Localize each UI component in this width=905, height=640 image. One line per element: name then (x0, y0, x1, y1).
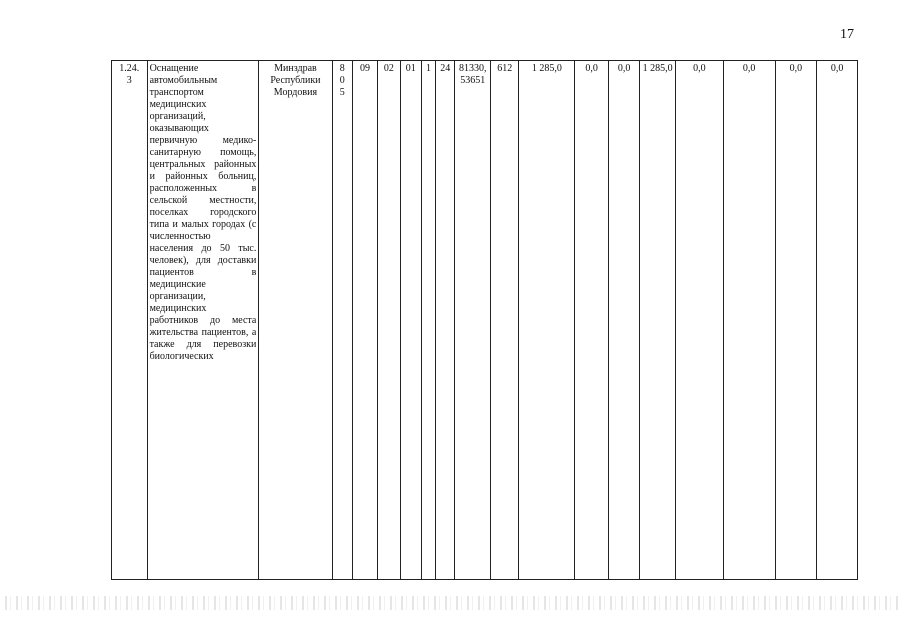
direction-code: 81330, 53651 (455, 61, 491, 580)
table-row (112, 61, 858, 580)
expense-type-code: 612 (491, 61, 519, 580)
scan-noise-strip (5, 596, 898, 610)
om-code: 24 (436, 61, 455, 580)
year-amount-4: 0,0 (675, 61, 723, 580)
row-index-line2: 3 (126, 75, 132, 86)
year-amount-3: 1 285,0 (640, 61, 676, 580)
grbs-digit: 5 (339, 87, 345, 98)
budget-table (111, 60, 858, 580)
grbs-code (332, 61, 352, 580)
rz-code: 09 (352, 61, 377, 580)
page-number: 17 (840, 27, 854, 42)
year-amount-2: 0,0 (608, 61, 640, 580)
row-index-line1: 1.24. (119, 63, 140, 74)
year-amount-1: 0,0 (575, 61, 609, 580)
measure-name: Оснащение автомобильным транспортом медицинских организаций, оказывающих первичную медико-санитарную помощь, центральных районных и районных больниц, расположенных в сельской местности, поселках городского типа и малых городах (с численностью населения до 50 тыс. человек), для доставки пациентов в медицинские организации, медицинских работников до места жительства пациентов, а также для перевозки биологических (147, 61, 259, 580)
gp-code: 01 (400, 61, 421, 580)
year-amount-6: 0,0 (775, 61, 817, 580)
grbs-digit: 0 (339, 75, 345, 86)
row-index-cell (112, 61, 148, 580)
year-amount-5: 0,0 (723, 61, 775, 580)
grbs-digit: 8 (339, 63, 345, 74)
pp-code: 1 (421, 61, 435, 580)
pr-code: 02 (378, 61, 400, 580)
total-amount: 1 285,0 (519, 61, 575, 580)
ministry-name: Минздрав Республики Мордовия (259, 61, 332, 580)
year-amount-7: 0,0 (817, 61, 858, 580)
